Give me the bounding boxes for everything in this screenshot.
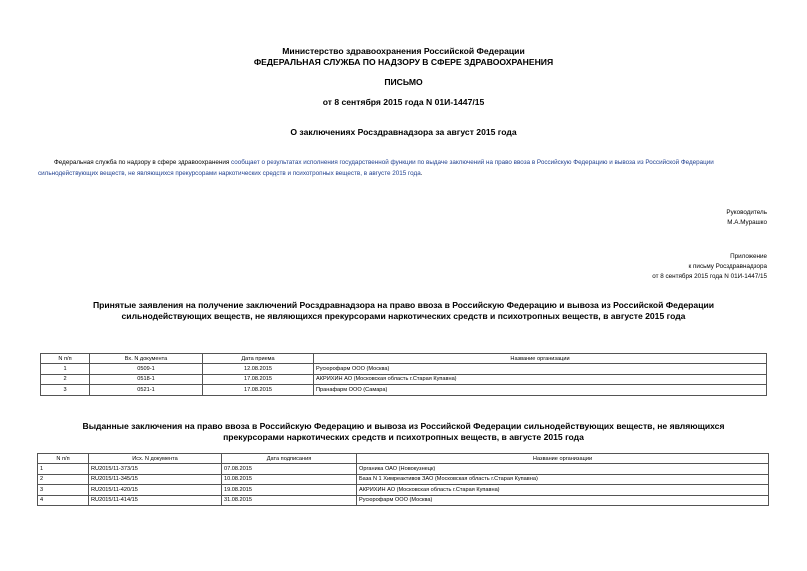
table-row xyxy=(41,374,767,384)
cell-date: 19.08.2015 xyxy=(222,485,357,495)
section1-title-line1: Принятые заявления на получение заключений Росздравнадзора на право ввоза в Российскую Федерацию и вывоза из Российской Федерации xyxy=(92,300,715,310)
appendix-line3: от 8 сентября 2015 года N 01И-1447/15 xyxy=(652,273,767,280)
cell-organization: База N 1 Химреактивов ЗАО (Московская область г.Старая Купавна) xyxy=(357,474,769,484)
cell-date: 12.08.2015 xyxy=(203,364,314,374)
cell-number: 1 xyxy=(38,464,89,474)
table-header-row xyxy=(38,454,769,464)
col-number: N п/п xyxy=(41,354,90,364)
accepted-applications-table xyxy=(40,353,767,396)
cell-number: 3 xyxy=(38,485,89,495)
cell-organization: АКРИХИН АО (Московская область г.Старая Купавна) xyxy=(314,374,767,384)
cell-date: 17.08.2015 xyxy=(203,385,314,395)
cell-organization: Русюрофарм ООО (Москва) xyxy=(314,364,767,374)
body-paragraph xyxy=(38,157,772,179)
appendix-block xyxy=(652,252,767,282)
cell-date: 07.08.2015 xyxy=(222,464,357,474)
ministry-title: Министерство здравоохранения Российской Федерации xyxy=(282,46,525,56)
cell-date: 10.08.2015 xyxy=(222,474,357,484)
cell-doc-number: RU2015/11-414/15 xyxy=(89,495,222,505)
cell-organization: АКРИХИН АО (Московская область г.Старая Купавна) xyxy=(357,485,769,495)
section2-title-line2: прекурсорами наркотических средств и психотропных веществ, в августе 2015 года xyxy=(223,432,584,442)
cell-number: 3 xyxy=(41,385,90,395)
doc-date: от 8 сентября 2015 года N 01И-1447/15 xyxy=(322,97,485,107)
cell-doc-number: RU2015/11-420/15 xyxy=(89,485,222,495)
table-row xyxy=(38,495,769,505)
section1-title xyxy=(40,300,767,322)
col-sign-date: Дата подписания xyxy=(222,454,357,464)
section2-title xyxy=(40,421,767,443)
cell-number: 4 xyxy=(38,495,89,505)
body-tail: . xyxy=(420,170,423,177)
table-row xyxy=(38,485,769,495)
service-title: ФЕДЕРАЛЬНАЯ СЛУЖБА ПО НАДЗОРУ В СФЕРЕ ЗДРАВООХРАНЕНИЯ xyxy=(253,57,554,67)
col-organization: Название организации xyxy=(314,354,767,364)
cell-organization: Органика ОАО (Новокузнецк) xyxy=(357,464,769,474)
cell-number: 2 xyxy=(41,374,90,384)
doc-type: ПИСЬМО xyxy=(384,77,423,87)
cell-organization: Пранафарм ООО (Самара) xyxy=(314,385,767,395)
col-incoming-number: Вх. N документа xyxy=(90,354,203,364)
signature-block xyxy=(726,208,767,228)
signature-role: Руководитель xyxy=(726,209,767,216)
col-outgoing-number: Исх. N документа xyxy=(89,454,222,464)
doc-subject: О заключениях Росздравнадзора за август 2015 года xyxy=(290,127,517,137)
table-row xyxy=(41,385,767,395)
cell-number: 1 xyxy=(41,364,90,374)
section1-title-line2: сильнодействующих веществ, не являющихся прекурсорами наркотических средств и психотропных веществ, в августе 2015 года xyxy=(121,311,686,321)
body-lead: Федеральная служба по надзору в сфере здравоохранения xyxy=(54,159,232,166)
table-row xyxy=(41,364,767,374)
cell-doc-number: 0509-1 xyxy=(90,364,203,374)
cell-number: 2 xyxy=(38,474,89,484)
col-receive-date: Дата приема xyxy=(203,354,314,364)
table-header-row xyxy=(41,354,767,364)
signature-name: М.А.Мурашко xyxy=(727,219,767,226)
cell-doc-number: 0518-1 xyxy=(90,374,203,384)
table-row xyxy=(38,474,769,484)
table-row xyxy=(38,464,769,474)
col-number: N п/п xyxy=(38,454,89,464)
appendix-line1: Приложение xyxy=(730,253,767,260)
body-link[interactable]: сообщает о результатах исполнения государственной функции по выдаче заключений на право ввоза в Российскую Федерацию и вывоза из Российской Федерации сильнодействующих веществ, не являющихся прекурсорами наркотических средств и психотропных веществ, в августе 2015 года xyxy=(38,159,714,177)
cell-doc-number: RU2015/11-373/15 xyxy=(89,464,222,474)
cell-organization: Русюрофарм ООО (Москва) xyxy=(357,495,769,505)
issued-conclusions-table xyxy=(37,453,769,506)
appendix-line2: к письму Росздравнадзора xyxy=(688,263,767,270)
cell-date: 31.08.2015 xyxy=(222,495,357,505)
cell-date: 17.08.2015 xyxy=(203,374,314,384)
cell-doc-number: 0521-1 xyxy=(90,385,203,395)
section2-title-line1: Выданные заключения на право ввоза в Российскую Федерацию и вывоза из Российской Федерации сильнодействующих веществ, не являющихся xyxy=(82,421,725,431)
cell-doc-number: RU2015/11-345/15 xyxy=(89,474,222,484)
col-organization: Название организации xyxy=(357,454,769,464)
